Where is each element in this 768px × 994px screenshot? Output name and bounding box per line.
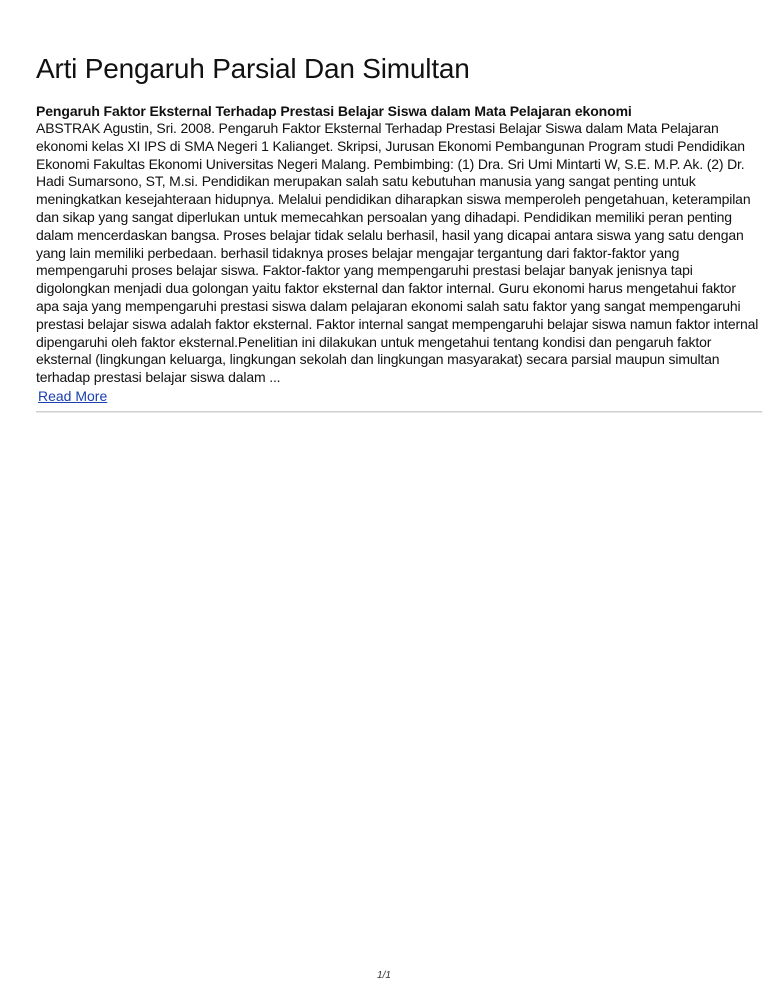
page-title: Arti Pengaruh Parsial Dan Simultan [36,53,470,84]
article-abstract: ABSTRAK Agustin, Sri. 2008. Pengaruh Faktor Eksternal Terhadap Prestasi Belajar Siswa dalam Mata Pelajaran ekonomi kelas XI IPS di SMA Negeri 1 Kalianget. Skripsi, Jurusan Ekonomi Pembangunan Program studi Pendidikan Ekonomi Fakultas Ekonomi Universitas Negeri Malang. Pembimbing: (1) Dra. Sri Umi Mintarti W, S.E. M.P. Ak. (2) Dr. Hadi Sumarsono, ST, M.si. Pendidikan merupakan salah satu kebutuhan manusia yang sangat penting untuk meningkatkan kesejahteraan hidupnya. Melalui pendidikan diharapkan siswa memperoleh pengetahuan, keterampilan dan sikap yang sangat diperlukan untuk memecahkan persoalan yang dihadapi. Pendidikan memiliki peran penting dalam mencerdaskan bangsa. Proses belajar tidak selalu berhasil, hasil yang dicapai antara siswa yang satu dengan yang lain memiliki perbedaan. berhasil tidaknya proses belajar mengajar tergantung dari faktor-faktor yang mempengaruhi proses belajar siswa. Faktor-faktor yang mempengaruhi prestasi belajar banyak jenisnya tapi digolongkan menjadi dua golongan yaitu faktor eksternal dan faktor internal. Guru ekonomi harus mengetahui faktor apa saja yang mempengaruhi prestasi siswa dalam pelajaran ekonomi salah satu faktor yang sangat mempengaruhi prestasi belajar siswa adalah faktor eksternal. Faktor internal sangat mempengaruhi belajar siswa namun faktor internal dipengaruhi oleh faktor eksternal.Penelitian ini dilakukan untuk mengetahui tentang kondisi dan pengaruh faktor eksternal (lingkungan keluarga, lingkungan sekolah dan lingkungan masyarakat) secara parsial maupun simultan terhadap prestasi belajar siswa dalam ... [36,120,759,386]
page-number: 1/1 [377,970,391,981]
read-more-link[interactable]: Read More [38,387,108,404]
article-entry [36,102,762,406]
section-divider [36,411,762,413]
article-heading: Pengaruh Faktor Eksternal Terhadap Prestasi Belajar Siswa dalam Mata Pelajaran ekonomi [36,103,632,119]
document-page [36,50,762,406]
